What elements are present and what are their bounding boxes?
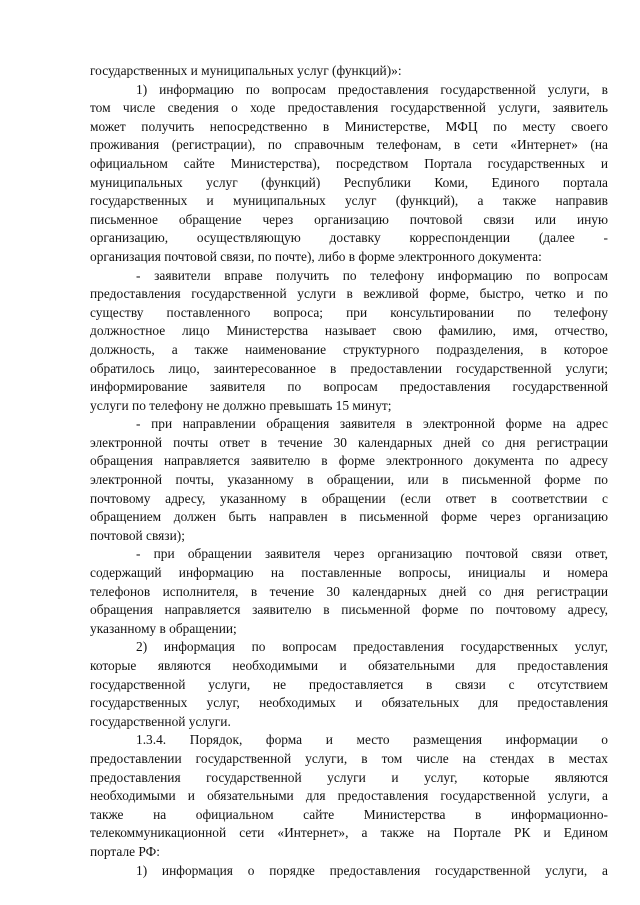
text-line: также на официальном сайте Министерства в информационно- [90, 806, 608, 822]
text-line: указанному в обращении; [90, 620, 237, 636]
text-line: - заявители вправе получить по телефону информацию по вопросам [136, 267, 608, 283]
text-line: 1.3.4. Порядок, форма и место размещения информации о [136, 732, 608, 748]
text-line: проживания (регистрации), по справочным телефонам, в сети «Интернет» (на [90, 137, 608, 153]
text-line: информирование заявителя по вопросам предоставления государственной [90, 379, 608, 395]
text-line: письменное обращение через организацию почтовой связи или иную [90, 211, 608, 227]
document-body [90, 62, 608, 880]
text-line: электронной почты ответ в течение 30 календарных дней со дня регистрации [90, 434, 608, 450]
text-line: телефонов исполнителя, в течение 30 календарных дней со дня регистрации [90, 583, 608, 599]
text-line: государственной услуги, не предоставляется в связи с отсутствием [90, 676, 608, 692]
text-line: организация почтовой связи, по почте), либо в форме электронного документа: [90, 248, 542, 264]
text-line: обращения направляется заявителю в форме электронного документа по адресу [90, 453, 608, 469]
text-line: - при обращении заявителя через организацию почтовой связи ответ, [136, 546, 608, 562]
text-line: электронной почты, указанному в обращении, или в письменной форме по [90, 472, 608, 488]
text-line: услуги по телефону не должно превышать 15 минут; [90, 397, 392, 413]
text-line: телекоммуникационной сети «Интернет», а также на Портале РК и Едином [90, 825, 608, 841]
text-line: необходимыми и обязательными для предоставления государственной услуги, а [90, 788, 608, 804]
text-line: обращением должен быть направлен в письменной форме через организацию [90, 509, 608, 525]
text-line: государственной услуги. [90, 713, 231, 729]
text-line: государственных и муниципальных услуг (функций)»: [90, 63, 402, 78]
text-line: 1) информация о порядке предоставления государственной услуги, а [136, 862, 608, 878]
text-line: почтовой связи); [90, 527, 185, 543]
text-line: предоставлении государственной услуги, в том числе на стендах в местах [90, 750, 608, 766]
text-line: обратилось лицо, заинтересованное в предоставлении государственной услуги; [90, 360, 608, 376]
text-line: 1) информацию по вопросам предоставления государственной услуги, в [136, 81, 608, 97]
text-line: предоставления государственной услуги и услуг, которые являются [90, 769, 608, 785]
text-line: портале РФ: [90, 843, 160, 859]
text-line: организацию, осуществляющую доставку корреспонденции (далее - [90, 230, 608, 246]
text-line: может получить непосредственно в Министерстве, МФЦ по месту своего [90, 118, 608, 134]
text-line: содержащий информацию на поставленные вопросы, инициалы и номера [90, 565, 608, 581]
text-line: должность, а также наименование структурного подразделения, в которое [90, 341, 608, 357]
text-line: государственных услуг, необходимых и обязательных для предоставления [90, 695, 608, 711]
text-line: обращения направляется заявителю в письменной форме по почтовому адресу, [90, 602, 608, 618]
text-line: которые являются необходимыми и обязательными для предоставления [90, 658, 608, 673]
text-line: муниципальных услуг (функций) Республики Коми, Единого портала [90, 174, 608, 190]
text-line: существу поставленного вопроса; при консультировании по телефону [90, 304, 608, 320]
text-line: государственных и муниципальных услуг (функций), а также направив [90, 193, 608, 209]
text-line: - при направлении обращения заявителя в электронной форме на адрес [136, 416, 608, 432]
text-line: почтовому адресу, указанному в обращении (если ответ в соответствии с [90, 490, 608, 506]
text-line: официальном сайте Министерства), посредством Портала государственных и [90, 155, 608, 171]
text-line: том числе сведения о ходе предоставления государственной услуги, заявитель [90, 100, 608, 116]
text-line: предоставления государственной услуги в вежливой форме, быстро, четко и по [90, 286, 608, 302]
text-line: должностное лицо Министерства называет свою фамилию, имя, отчество, [90, 323, 608, 339]
text-line: 2) информация по вопросам предоставления государственных услуг, [136, 639, 608, 655]
